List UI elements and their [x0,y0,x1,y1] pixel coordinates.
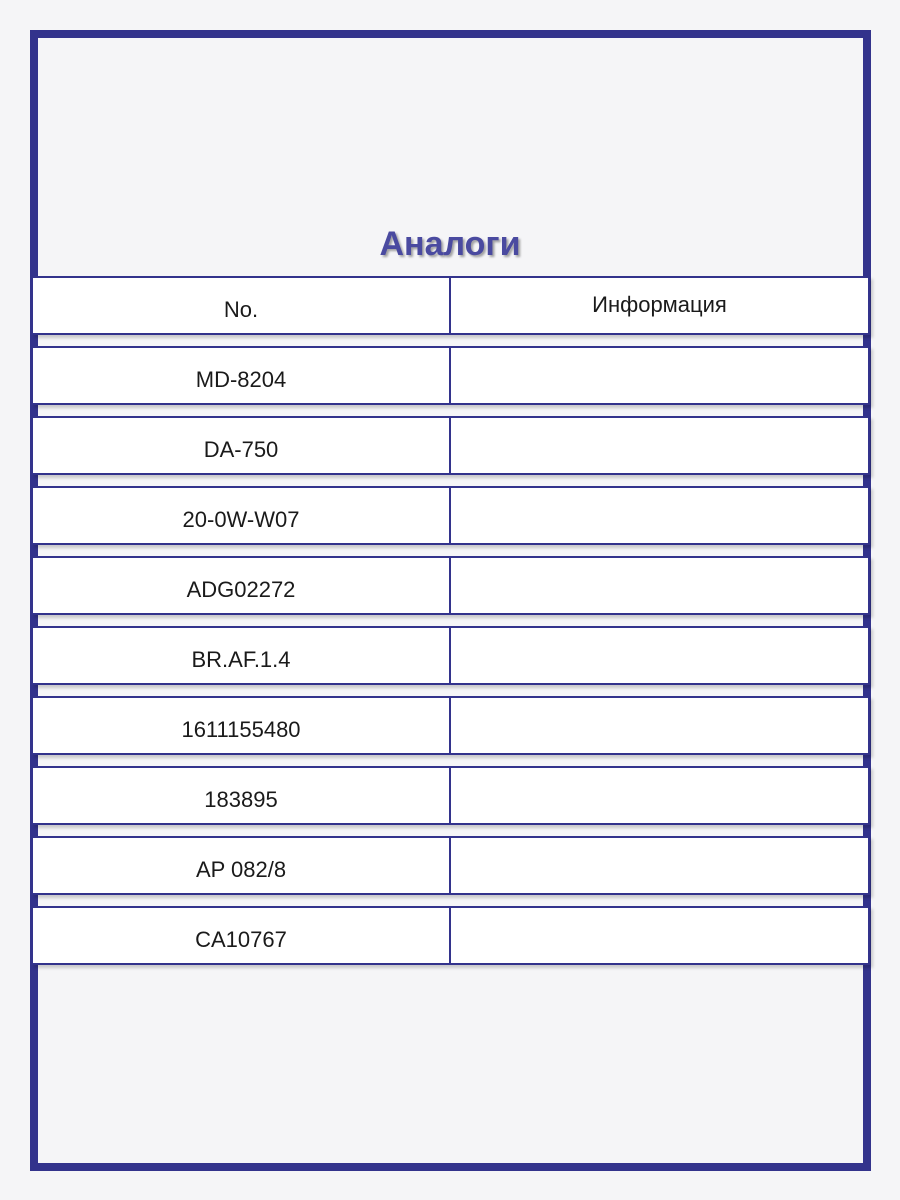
table-row [31,556,870,615]
table-row [31,486,870,545]
row-info [451,418,868,473]
row-info [451,488,868,543]
row-number: AP 082/8 [33,838,451,893]
row-number: BR.AF.1.4 [33,628,451,683]
row-number: 20-0W-W07 [33,488,451,543]
row-info [451,628,868,683]
table-row [31,906,870,965]
table-row [31,766,870,825]
row-number: ADG02272 [33,558,451,613]
row-number: 183895 [33,768,451,823]
header-info: Информация [592,291,727,317]
table-row [31,626,870,685]
table-row [31,416,870,475]
row-info [451,348,868,403]
row-info [451,838,868,893]
table-row [31,346,870,405]
row-info [451,698,868,753]
row-info [451,768,868,823]
row-number: DA-750 [33,418,451,473]
page-title: Аналоги [379,225,521,263]
row-info [451,558,868,613]
table-header-row [31,276,870,335]
row-number: CA10767 [33,908,451,963]
row-number: 1611155480 [33,698,451,753]
header-no: No. [33,278,451,333]
table-row [31,836,870,895]
table-row [31,696,870,755]
row-number: MD-8204 [33,348,451,403]
row-info [451,908,868,963]
